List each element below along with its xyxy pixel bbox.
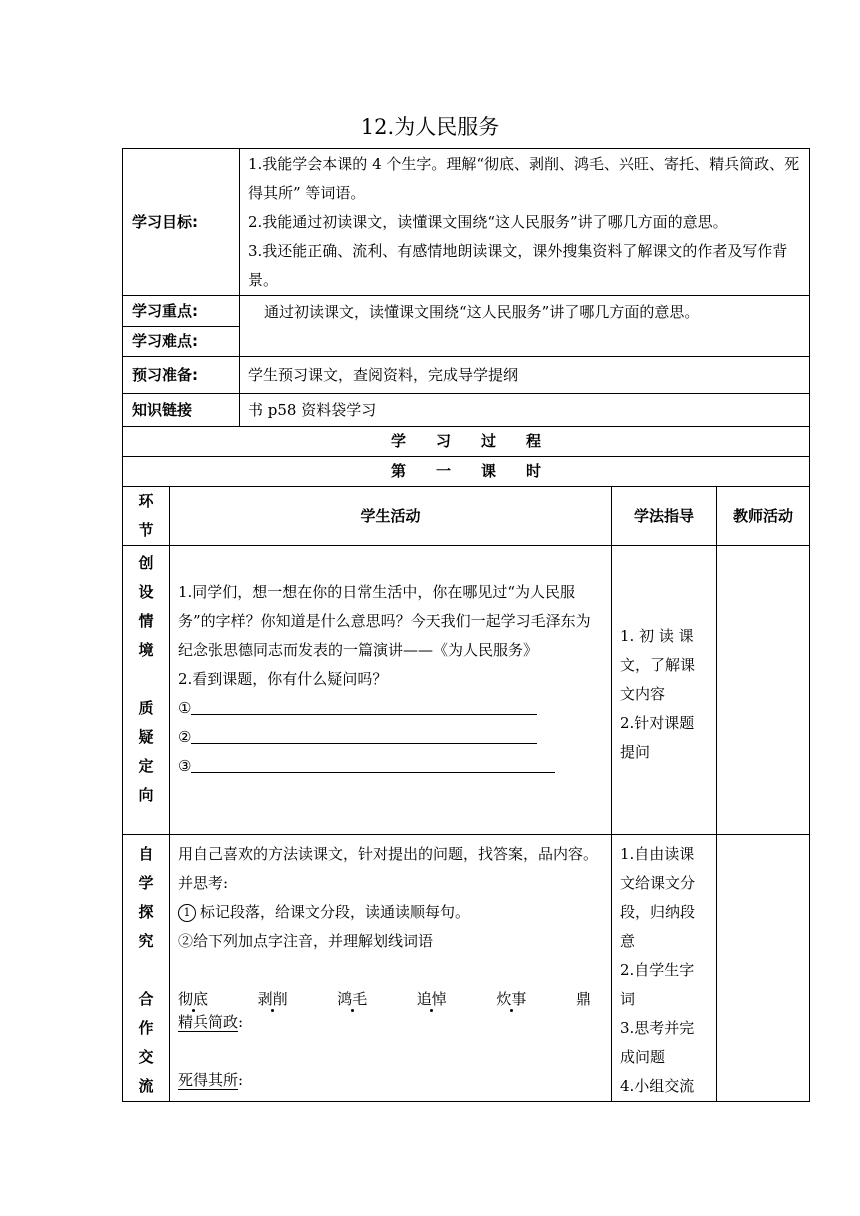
goals-row bbox=[123, 149, 810, 296]
stage-header: 环 节 bbox=[123, 487, 170, 546]
section-1-stage: 创 设 情 境 质 疑 定 向 bbox=[123, 546, 170, 835]
key-label: 学习重点: bbox=[123, 296, 240, 327]
phrase-2-line: 死得其所: bbox=[178, 1071, 244, 1089]
goal-3: 3.我还能正确、流利、有感情地朗读课文，课外搜集资料了解课文的作者及写作背景。 bbox=[248, 241, 788, 289]
lesson-heading-row bbox=[123, 457, 810, 487]
difficulty-label: 学习难点: bbox=[123, 327, 240, 357]
column-header-row bbox=[123, 487, 810, 546]
page-title: 12.为人民服务 bbox=[360, 115, 500, 139]
task-step-2: ②给下列加点字注音，并理解划线词语 bbox=[178, 932, 434, 950]
section-2-method: 1.自由读课 文给课文分 段，归纳段 意 2.自学生字 词 3.思考并完 成问题 4.小组交流 bbox=[612, 835, 717, 1102]
section-1-activity bbox=[170, 546, 612, 835]
word-3: 鸿毛 bbox=[337, 990, 368, 1008]
section-2-teacher bbox=[717, 835, 810, 1102]
key-text: 通过初读课文，读懂课文围绕“这人民服务”讲了哪几方面的意思。 bbox=[240, 296, 810, 357]
answer-blank-1[interactable] bbox=[191, 696, 537, 715]
phrase-1-line: 精兵简政: bbox=[178, 1013, 244, 1031]
answer-line-1: ① bbox=[178, 694, 605, 723]
link-label: 知识链接 bbox=[123, 394, 240, 427]
word-5: 炊事 bbox=[496, 990, 527, 1008]
answer-line-3: ③ bbox=[178, 752, 605, 781]
question-prompt: 2.看到课题，你有什么疑问吗？ bbox=[178, 670, 388, 688]
section-1-method: 1. 初 读 课 文，了解课 文内容 2.针对课题 提问 bbox=[612, 546, 717, 835]
answer-blank-3[interactable] bbox=[191, 754, 555, 773]
answer-blank-2[interactable] bbox=[191, 725, 537, 744]
student-activity-header: 学生活动 bbox=[170, 487, 612, 546]
answer-line-2: ② bbox=[178, 723, 605, 752]
task-intro: 用自己喜欢的方法读课文，针对提出的问题，找答案，品内容。并思考: bbox=[178, 845, 599, 892]
goals-label: 学习目标: bbox=[123, 149, 240, 296]
key-row bbox=[123, 296, 810, 327]
section-1-row bbox=[123, 546, 810, 835]
section-1-teacher bbox=[717, 546, 810, 835]
word-4: 追悼 bbox=[416, 990, 447, 1008]
section-2-activity bbox=[170, 835, 612, 1102]
process-heading-row bbox=[123, 427, 810, 457]
goal-2: 2.我能通过初读课文，读懂课文围绕“这人民服务”讲了哪几方面的意思。 bbox=[248, 212, 728, 231]
prep-label: 预习准备: bbox=[123, 357, 240, 394]
method-header: 学法指导 bbox=[612, 487, 717, 546]
teacher-activity-header: 教师活动 bbox=[717, 487, 810, 546]
section-2-row bbox=[123, 835, 810, 1102]
word-2: 剥削 bbox=[257, 990, 288, 1008]
lesson-plan-table bbox=[122, 148, 810, 1102]
intro-paragraph: 1.同学们，想一想在你的日常生活中，你在哪见过“为人民服务”的字样？你知道是什么意思吗？今天我们一起学习毛泽东为纪念张思德同志而发表的一篇演讲——《为人民服务》 bbox=[178, 583, 591, 659]
prep-row bbox=[123, 357, 810, 394]
goal-1: 1.我能学会本课的 4 个生字。理解“彻底、剥削、鸿毛、兴旺、寄托、精兵简政、死得其所” 等词语。 bbox=[248, 154, 800, 202]
link-text: 书 p58 资料袋学习 bbox=[240, 394, 810, 427]
goals-cell bbox=[240, 149, 810, 296]
process-heading: 学 习 过 程 bbox=[123, 427, 810, 457]
lesson-heading: 第 一 课 时 bbox=[123, 457, 810, 487]
task-step-1: 1 标记段落，给课文分段，读通读顺每句。 bbox=[178, 898, 605, 927]
word-1: 彻底 bbox=[178, 990, 209, 1008]
word-6: 鼎 bbox=[575, 990, 591, 1008]
prep-text: 学生预习课文，查阅资料，完成导学提纲 bbox=[240, 357, 810, 394]
section-2-stage: 自 学 探 究 合 作 交 流 bbox=[123, 835, 170, 1102]
link-row bbox=[123, 394, 810, 427]
